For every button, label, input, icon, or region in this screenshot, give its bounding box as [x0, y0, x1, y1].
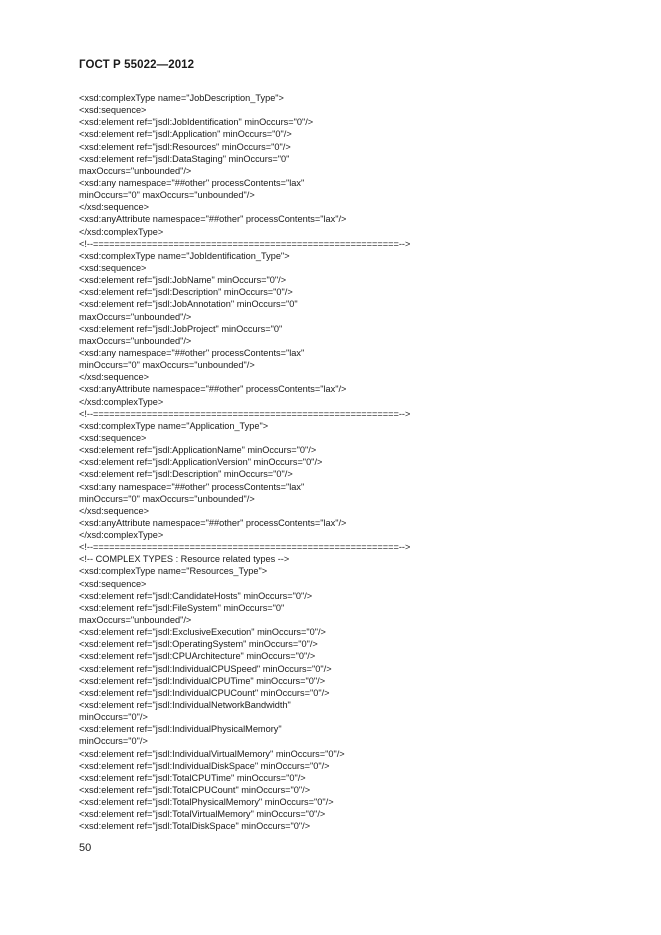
code-line: maxOccurs="unbounded"/> — [79, 615, 192, 626]
code-line: <xsd:sequence> — [79, 578, 147, 589]
code-line: <xsd:element ref="jsdl:TotalCPUCount" minOccurs="0"/> — [79, 785, 311, 796]
code-line: minOccurs="0" maxOccurs="unbounded"/> — [79, 493, 255, 504]
code-line: <xsd:element ref="jsdl:IndividualCPUSpeed" minOccurs="0"/> — [79, 663, 332, 674]
code-line: <xsd:element ref="jsdl:ApplicationVersion" minOccurs="0"/> — [79, 457, 323, 468]
code-line: <xsd:element ref="jsdl:JobIdentification" minOccurs="0"/> — [79, 117, 314, 128]
code-line: <xsd:complexType name="Resources_Type"> — [79, 566, 268, 577]
code-line: minOccurs="0" maxOccurs="unbounded"/> — [79, 360, 255, 371]
code-line: </xsd:complexType> — [79, 226, 164, 237]
code-line: <xsd:anyAttribute namespace="##other" processContents="lax"/> — [79, 214, 347, 225]
code-line: <!--=========================================================--> — [79, 408, 411, 419]
code-line: <xsd:element ref="jsdl:JobAnnotation" minOccurs="0" — [79, 299, 298, 310]
code-line: minOccurs="0"/> — [79, 736, 148, 747]
code-line: <xsd:element ref="jsdl:IndividualDiskSpace" minOccurs="0"/> — [79, 760, 330, 771]
code-line: <!--=========================================================--> — [79, 238, 411, 249]
code-line: <xsd:complexType name="Application_Type"> — [79, 420, 269, 431]
code-line: </xsd:complexType> — [79, 530, 164, 541]
code-line: <xsd:element ref="jsdl:DataStaging" minOccurs="0" — [79, 153, 290, 164]
code-line: maxOccurs="unbounded"/> — [79, 311, 192, 322]
code-line: <xsd:element ref="jsdl:CPUArchitecture" minOccurs="0"/> — [79, 651, 316, 662]
xsd-code-listing — [79, 92, 599, 833]
code-line: <xsd:element ref="jsdl:TotalVirtualMemory" minOccurs="0"/> — [79, 809, 326, 820]
code-line: <xsd:element ref="jsdl:Resources" minOccurs="0"/> — [79, 141, 291, 152]
code-line: <xsd:any namespace="##other" processContents="lax" — [79, 347, 305, 358]
code-line: <!--=========================================================--> — [79, 542, 411, 553]
code-line: </xsd:sequence> — [79, 505, 149, 516]
code-line: <xsd:element ref="jsdl:TotalPhysicalMemory" minOccurs="0"/> — [79, 797, 334, 808]
code-line: <xsd:element ref="jsdl:ApplicationName" minOccurs="0"/> — [79, 445, 317, 456]
code-line: <xsd:element ref="jsdl:Description" minOccurs="0"/> — [79, 469, 293, 480]
code-line: minOccurs="0" maxOccurs="unbounded"/> — [79, 190, 255, 201]
code-line: </xsd:sequence> — [79, 202, 149, 213]
code-line: <xsd:element ref="jsdl:Application" minOccurs="0"/> — [79, 129, 292, 140]
code-line: <xsd:element ref="jsdl:JobProject" minOccurs="0" — [79, 323, 283, 334]
code-line: maxOccurs="unbounded"/> — [79, 335, 192, 346]
code-line: <xsd:any namespace="##other" processContents="lax" — [79, 481, 305, 492]
code-line: </xsd:complexType> — [79, 396, 164, 407]
code-line: <xsd:element ref="jsdl:IndividualCPUTime" minOccurs="0"/> — [79, 675, 326, 686]
code-line: <xsd:sequence> — [79, 262, 147, 273]
code-line: <xsd:element ref="jsdl:JobName" minOccurs="0"/> — [79, 275, 287, 286]
code-line: <xsd:element ref="jsdl:ExclusiveExecution" minOccurs="0"/> — [79, 627, 326, 638]
code-line: minOccurs="0"/> — [79, 712, 148, 723]
code-line: <xsd:anyAttribute namespace="##other" processContents="lax"/> — [79, 517, 347, 528]
code-line: </xsd:sequence> — [79, 372, 149, 383]
code-line: <!-- COMPLEX TYPES : Resource related types --> — [79, 554, 290, 565]
page-number: 50 — [79, 842, 92, 854]
code-line: <xsd:element ref="jsdl:Description" minOccurs="0"/> — [79, 287, 293, 298]
code-line: <xsd:complexType name="JobIdentification_Type"> — [79, 250, 290, 261]
code-line: <xsd:element ref="jsdl:OperatingSystem" minOccurs="0"/> — [79, 639, 318, 650]
code-line: <xsd:anyAttribute namespace="##other" processContents="lax"/> — [79, 384, 347, 395]
code-line: maxOccurs="unbounded"/> — [79, 165, 192, 176]
code-line: <xsd:element ref="jsdl:FileSystem" minOccurs="0" — [79, 602, 285, 613]
standard-header: ГОСТ Р 55022—2012 — [79, 59, 195, 71]
code-line: <xsd:sequence> — [79, 105, 147, 116]
code-line: <xsd:element ref="jsdl:IndividualNetworkBandwidth" — [79, 700, 291, 711]
code-line: <xsd:complexType name="JobDescription_Type"> — [79, 93, 284, 103]
code-line: <xsd:element ref="jsdl:TotalCPUTime" minOccurs="0"/> — [79, 772, 306, 783]
code-line: <xsd:element ref="jsdl:IndividualCPUCount" minOccurs="0"/> — [79, 687, 330, 698]
code-line: <xsd:element ref="jsdl:CandidateHosts" minOccurs="0"/> — [79, 590, 313, 601]
code-line: <xsd:element ref="jsdl:IndividualVirtualMemory" minOccurs="0"/> — [79, 748, 345, 759]
code-line: <xsd:sequence> — [79, 432, 147, 443]
code-line: <xsd:element ref="jsdl:IndividualPhysicalMemory" — [79, 724, 282, 735]
code-line: <xsd:element ref="jsdl:TotalDiskSpace" minOccurs="0"/> — [79, 821, 311, 832]
code-line: <xsd:any namespace="##other" processContents="lax" — [79, 177, 305, 188]
